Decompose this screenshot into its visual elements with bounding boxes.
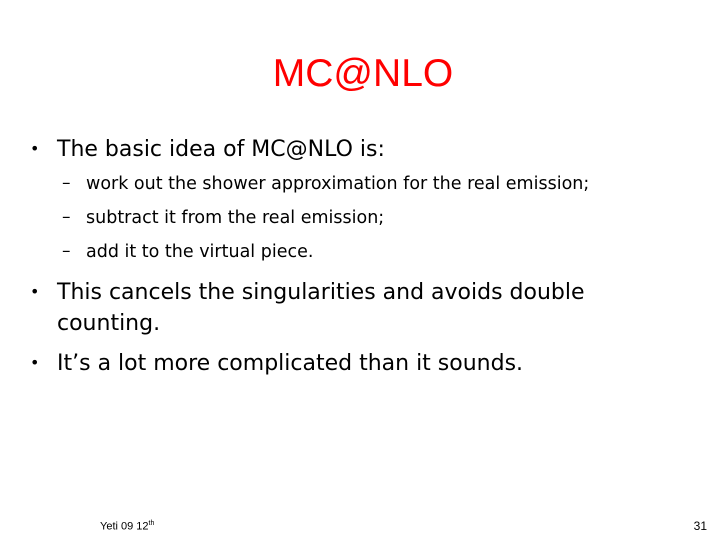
footer-date — [100, 520, 154, 533]
bullet-text: The basic idea of MC@NLO is: — [57, 137, 385, 162]
sub-bullet-mark: – — [62, 207, 71, 227]
sub-bullet-text: subtract it from the real emission; — [86, 208, 385, 228]
sub-bullet-text: add it to the virtual piece. — [86, 242, 314, 262]
slide-title: MC@NLO — [272, 52, 454, 95]
sub-bullet-mark: – — [62, 241, 71, 261]
bullet-text-line-1: This cancels the singularities and avoids double — [57, 280, 585, 305]
sub-bullet-mark: – — [62, 173, 71, 193]
bullet-mark: • — [30, 139, 40, 158]
sub-bullet-text: work out the shower approximation for the real emission; — [86, 174, 590, 194]
page-number: 31 — [693, 519, 707, 533]
bullet-text: It’s a lot more complicated than it sounds. — [57, 351, 524, 376]
footer-date-main: Yeti 09 12 — [100, 520, 149, 533]
bullet-mark: • — [30, 353, 40, 372]
bullet-mark: • — [30, 282, 40, 301]
bullet-text-line-2: counting. — [57, 311, 161, 336]
footer-date-suffix: th — [148, 520, 155, 527]
